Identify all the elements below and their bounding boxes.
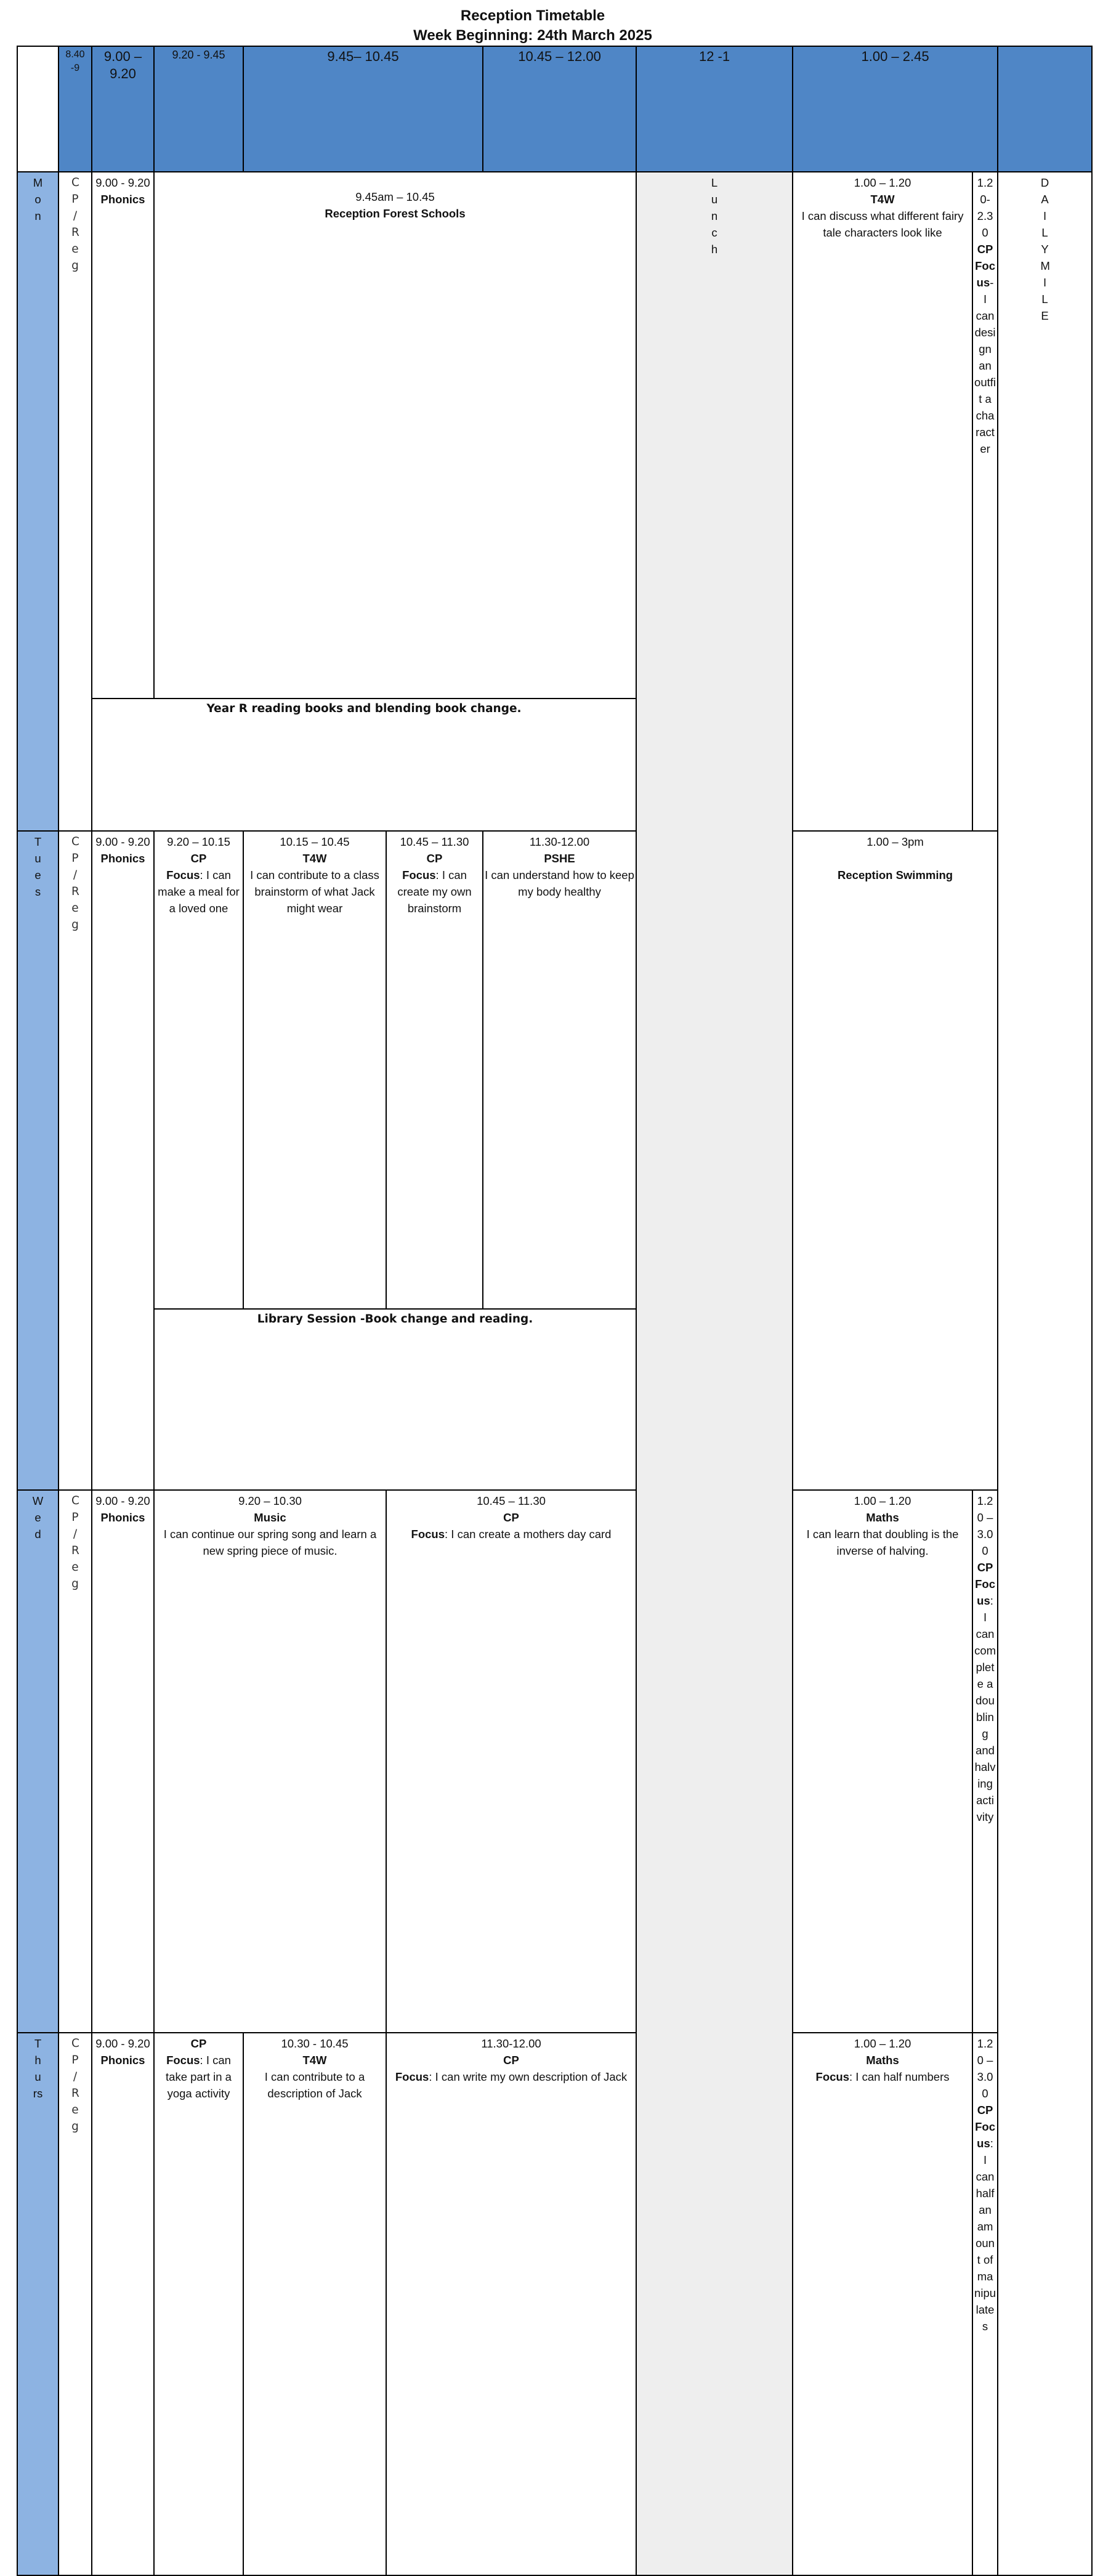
wednesday-maths: 1.00 – 1.20 Maths I can learn that doubling is the inverse of halving. [793,1490,972,2033]
tuesday-swimming: 1.00 – 3pm Reception Swimming [793,831,998,1490]
wednesday-cp: 10.45 – 11.30 CP Focus: I can create a mothers day card [386,1490,636,2033]
lunch-column: Lunch [636,172,793,2575]
header-slot-early: 9.20 - 9.45 [154,46,243,172]
tuesday-phonics: 9.00 - 9.20 Phonics [92,831,154,1490]
header-slot-phonics: 9.00 – 9.20 [92,46,154,172]
tuesday-row [17,831,1092,1309]
tuesday-session-3: 10.45 – 11.30 CP Focus: I can create my own brainstorm [386,831,483,1309]
header-registration-time: 8.40 -9 [59,46,92,172]
header-row [17,46,1092,172]
header-slot-morning-1: 9.45– 10.45 [243,46,483,172]
monday-book-change: Year R reading books and blending book change. [92,699,636,831]
monday-phonics: 9.00 - 9.20 Phonics [92,172,154,699]
header-lunch: 12 -1 [636,46,793,172]
tuesday-session-2: 10.15 – 10.45 T4W I can contribute to a class brainstorm of what Jack might wear [243,831,386,1309]
thursday-row [17,2033,1092,2575]
header-slot-morning-2: 10.45 – 12.00 [483,46,636,172]
registration-cell-monday: CP/Reg [59,172,92,831]
registration-cell-thursday: CP/Reg [59,2033,92,2575]
timetable-grid [17,46,1093,2576]
registration-cell-tuesday: CP/Reg [59,831,92,1490]
thursday-session-3: 11.30-12.00 CP Focus: I can write my own description of Jack [386,2033,636,2575]
tuesday-library: Library Session -Book change and reading. [154,1309,636,1490]
wednesday-music: 9.20 – 10.30 Music I can continue our spring song and learn a new spring piece of music. [154,1490,386,2033]
header-daily-mile [998,46,1092,172]
tuesday-session-1: 9.20 – 10.15 CP Focus: I can make a meal for a loved one [154,831,243,1309]
thursday-maths: 1.00 – 1.20 Maths Focus: I can half numbers [793,2033,972,2575]
day-label-tuesday: Tues [17,831,59,1490]
monday-t4w: 1.00 – 1.20 T4W I can discuss what different fairy tale characters look like [793,172,972,831]
day-label-monday: Mon [17,172,59,831]
monday-forest-schools: 9.45am – 10.45 Reception Forest Schools [154,172,636,699]
page-subtitle: Week Beginning: 24th March 2025 [413,27,652,44]
tuesday-session-4: 11.30-12.00 PSHE I can understand how to keep my body healthy [483,831,636,1309]
thursday-session-2: 10.30 - 10.45 T4W I can contribute to a description of Jack [243,2033,386,2575]
monday-row [17,172,1092,699]
wednesday-afternoon-cp: 1.20 – 3.00 CP Focus: I can complete a doubling and halving activity [972,1490,998,2033]
header-afternoon: 1.00 – 2.45 [793,46,998,172]
monday-cp: 1.20-2.30 CP Focus- I can design an outfit a character [972,172,998,831]
header-corner [17,46,59,172]
thursday-afternoon-cp: 1.20 – 3.00 CP Focus: I can half an amount of manipulates [972,2033,998,2575]
page-title: Reception Timetable [460,7,605,24]
day-label-wednesday: Wed [17,1490,59,2033]
wednesday-row [17,1490,1092,2033]
thursday-session-1: CP Focus: I can take part in a yoga activity [154,2033,243,2575]
registration-cell-wednesday: CP/Reg [59,1490,92,2033]
wednesday-phonics: 9.00 - 9.20 Phonics [92,1490,154,2033]
daily-mile-column: DAILY MILE [998,172,1092,2575]
thursday-phonics: 9.00 - 9.20 Phonics [92,2033,154,2575]
day-label-thursday: Thurs [17,2033,59,2575]
